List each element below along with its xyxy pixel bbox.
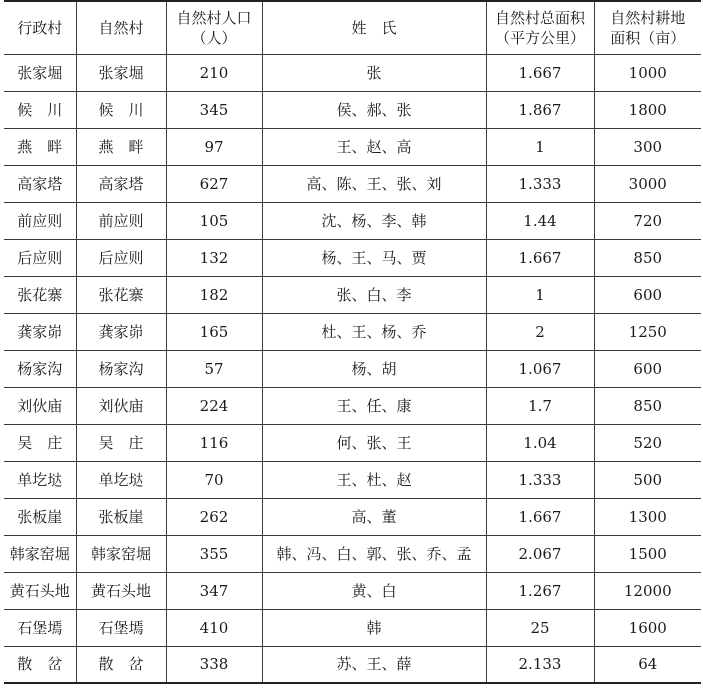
cell-population: 57 [166, 350, 262, 387]
header-farmland [594, 1, 701, 54]
cell-population: 70 [166, 461, 262, 498]
cell-admin-village: 燕 畔 [4, 128, 76, 165]
table-row [4, 535, 701, 572]
cell-admin-village: 单圪垯 [4, 461, 76, 498]
cell-area: 1.267 [486, 572, 594, 609]
cell-natural-village: 黄石头地 [76, 572, 166, 609]
cell-surnames: 沈、杨、李、韩 [262, 202, 486, 239]
cell-farmland: 1000 [594, 54, 701, 91]
cell-surnames: 韩、冯、白、郭、张、乔、孟 [262, 535, 486, 572]
cell-surnames: 韩 [262, 609, 486, 646]
cell-admin-village: 张板崖 [4, 498, 76, 535]
cell-population: 262 [166, 498, 262, 535]
header-area-line1: 自然村总面积 [494, 8, 585, 27]
cell-area: 1.7 [486, 387, 594, 424]
cell-surnames: 高、董 [262, 498, 486, 535]
cell-population: 347 [166, 572, 262, 609]
cell-farmland: 1300 [594, 498, 701, 535]
village-data-table [4, 0, 701, 684]
cell-natural-village: 石堡墕 [76, 609, 166, 646]
cell-natural-village: 高家塔 [76, 165, 166, 202]
cell-area: 1.333 [486, 165, 594, 202]
cell-admin-village: 龚家峁 [4, 313, 76, 350]
cell-surnames: 杜、王、杨、乔 [262, 313, 486, 350]
table-row [4, 498, 701, 535]
cell-admin-village: 高家塔 [4, 165, 76, 202]
cell-admin-village: 张家堀 [4, 54, 76, 91]
cell-farmland: 300 [594, 128, 701, 165]
cell-farmland: 600 [594, 350, 701, 387]
cell-surnames: 王、杜、赵 [262, 461, 486, 498]
cell-admin-village: 石堡墕 [4, 609, 76, 646]
header-farmland-line1: 自然村耕地 [610, 8, 686, 27]
header-area [486, 1, 594, 54]
cell-surnames: 何、张、王 [262, 424, 486, 461]
cell-population: 210 [166, 54, 262, 91]
cell-area: 1.067 [486, 350, 594, 387]
table-row [4, 91, 701, 128]
cell-surnames: 王、赵、高 [262, 128, 486, 165]
header-population-line1: 自然村人口 [176, 8, 252, 27]
cell-admin-village: 散 岔 [4, 646, 76, 683]
cell-area: 1.44 [486, 202, 594, 239]
cell-natural-village: 候 川 [76, 91, 166, 128]
table-row [4, 646, 701, 683]
table-row [4, 128, 701, 165]
cell-farmland: 64 [594, 646, 701, 683]
cell-surnames: 张 [262, 54, 486, 91]
cell-farmland: 1250 [594, 313, 701, 350]
cell-farmland: 520 [594, 424, 701, 461]
cell-admin-village: 张花寨 [4, 276, 76, 313]
cell-area: 1.867 [486, 91, 594, 128]
header-area-line2: （平方公里） [494, 28, 585, 47]
cell-admin-village: 韩家窑堀 [4, 535, 76, 572]
cell-natural-village: 龚家峁 [76, 313, 166, 350]
cell-natural-village: 杨家沟 [76, 350, 166, 387]
cell-natural-village: 张花寨 [76, 276, 166, 313]
table-row [4, 202, 701, 239]
cell-population: 355 [166, 535, 262, 572]
table-row [4, 424, 701, 461]
cell-area: 1.667 [486, 54, 594, 91]
cell-farmland: 12000 [594, 572, 701, 609]
cell-area: 2.133 [486, 646, 594, 683]
cell-population: 132 [166, 239, 262, 276]
cell-surnames: 王、任、康 [262, 387, 486, 424]
cell-area: 25 [486, 609, 594, 646]
table-row [4, 609, 701, 646]
cell-surnames: 黄、白 [262, 572, 486, 609]
cell-population: 105 [166, 202, 262, 239]
cell-area: 2 [486, 313, 594, 350]
table-row [4, 54, 701, 91]
cell-farmland: 600 [594, 276, 701, 313]
table-row [4, 239, 701, 276]
cell-natural-village: 燕 畔 [76, 128, 166, 165]
cell-surnames: 侯、郝、张 [262, 91, 486, 128]
header-natural-village: 自然村 [76, 1, 166, 54]
cell-population: 97 [166, 128, 262, 165]
cell-natural-village: 吴 庄 [76, 424, 166, 461]
table-row [4, 276, 701, 313]
cell-population: 224 [166, 387, 262, 424]
cell-farmland: 1500 [594, 535, 701, 572]
cell-admin-village: 杨家沟 [4, 350, 76, 387]
cell-area: 1 [486, 276, 594, 313]
cell-surnames: 高、陈、王、张、刘 [262, 165, 486, 202]
cell-population: 627 [166, 165, 262, 202]
cell-farmland: 1800 [594, 91, 701, 128]
cell-natural-village: 单圪垯 [76, 461, 166, 498]
cell-admin-village: 刘伙庙 [4, 387, 76, 424]
cell-natural-village: 张家堀 [76, 54, 166, 91]
header-population [166, 1, 262, 54]
cell-admin-village: 黄石头地 [4, 572, 76, 609]
table-row [4, 461, 701, 498]
cell-population: 182 [166, 276, 262, 313]
cell-natural-village: 后应则 [76, 239, 166, 276]
cell-area: 2.067 [486, 535, 594, 572]
cell-population: 410 [166, 609, 262, 646]
cell-farmland: 850 [594, 239, 701, 276]
table-row [4, 572, 701, 609]
cell-farmland: 1600 [594, 609, 701, 646]
cell-population: 345 [166, 91, 262, 128]
cell-farmland: 720 [594, 202, 701, 239]
cell-area: 1.04 [486, 424, 594, 461]
cell-farmland: 850 [594, 387, 701, 424]
cell-population: 165 [166, 313, 262, 350]
cell-natural-village: 刘伙庙 [76, 387, 166, 424]
cell-population: 116 [166, 424, 262, 461]
cell-farmland: 500 [594, 461, 701, 498]
cell-area: 1 [486, 128, 594, 165]
cell-farmland: 3000 [594, 165, 701, 202]
cell-population: 338 [166, 646, 262, 683]
cell-natural-village: 散 岔 [76, 646, 166, 683]
cell-admin-village: 前应则 [4, 202, 76, 239]
cell-area: 1.667 [486, 239, 594, 276]
cell-admin-village: 候 川 [4, 91, 76, 128]
table-row [4, 313, 701, 350]
header-surnames: 姓 氏 [262, 1, 486, 54]
cell-admin-village: 吴 庄 [4, 424, 76, 461]
cell-surnames: 杨、胡 [262, 350, 486, 387]
table-row [4, 387, 701, 424]
table-row [4, 165, 701, 202]
cell-natural-village: 韩家窑堀 [76, 535, 166, 572]
header-farmland-line2: 面积（亩） [610, 28, 686, 47]
table-header-row [4, 1, 701, 54]
cell-surnames: 张、白、李 [262, 276, 486, 313]
cell-natural-village: 张板崖 [76, 498, 166, 535]
cell-area: 1.333 [486, 461, 594, 498]
cell-area: 1.667 [486, 498, 594, 535]
header-population-line2: （人） [191, 28, 237, 47]
cell-admin-village: 后应则 [4, 239, 76, 276]
cell-surnames: 杨、王、马、贾 [262, 239, 486, 276]
header-admin-village: 行政村 [4, 1, 76, 54]
table-row [4, 350, 701, 387]
cell-surnames: 苏、王、薛 [262, 646, 486, 683]
cell-natural-village: 前应则 [76, 202, 166, 239]
table-body [4, 54, 701, 683]
